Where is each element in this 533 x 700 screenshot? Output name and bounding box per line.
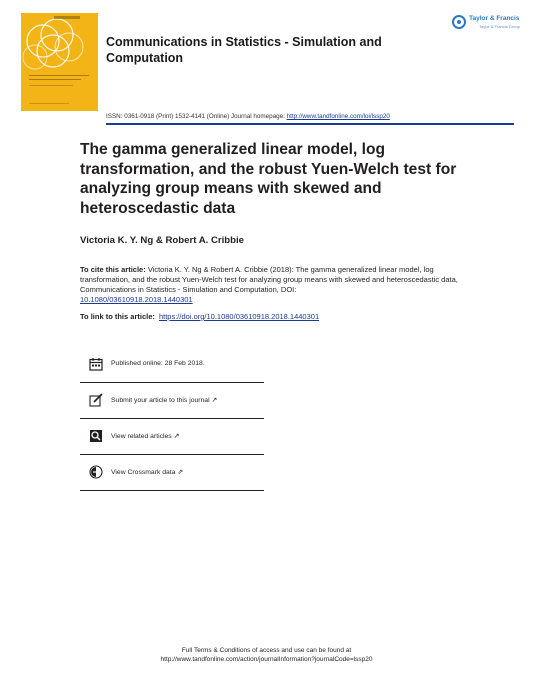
pencil-icon [89, 393, 103, 407]
panel-divider [80, 382, 264, 383]
external-link-icon: ↗ [211, 397, 218, 404]
citation-block [80, 265, 475, 305]
cover-text-line [29, 75, 89, 76]
cover-text-line [29, 79, 81, 80]
journal-cover-image [21, 13, 98, 111]
cover-publisher-mark [54, 16, 80, 19]
publisher-logo-tagline: Taylor & Francis Group [479, 24, 520, 29]
related-articles-link[interactable] [111, 432, 179, 440]
cover-text-line [29, 85, 73, 86]
crossmark-row[interactable] [80, 456, 264, 492]
article-title: The gamma generalized linear model, log transformation, and the robust Yuen-Welch test for analyzing group means with skewed and heteroscedastic data [80, 141, 457, 217]
search-doc-icon [89, 429, 103, 443]
related-articles-label: View related articles [111, 433, 172, 440]
header-divider [106, 123, 514, 125]
external-link-icon: ⇗ [177, 469, 184, 476]
published-online-text: Published online: 28 Feb 2018. [111, 360, 205, 367]
publisher-logo-icon [452, 15, 466, 29]
journal-homepage-link[interactable]: http://www.tandfonline.com/loi/lssp20 [286, 113, 390, 120]
submit-article-row[interactable] [80, 384, 264, 420]
footer-terms-link[interactable]: http://www.tandfonline.com/action/journalInformation?journalCode=lssp20 [160, 656, 373, 663]
publisher-logo[interactable] [452, 13, 520, 33]
crossmark-icon [89, 465, 103, 479]
footer-terms-text: Full Terms & Conditions of access and use can be found at [181, 647, 352, 654]
crossmark-link[interactable] [111, 468, 183, 476]
panel-divider [80, 454, 264, 455]
publisher-logo-name: Taylor & Francis [469, 15, 520, 22]
issn-text: ISSN: 0361-0918 (Print) 1532-4141 (Online) Journal homepage: [106, 113, 285, 120]
panel-divider [80, 490, 264, 491]
submit-article-label: Submit your article to this journal [111, 397, 210, 404]
external-link-icon: ↗ [173, 433, 180, 440]
submit-article-link[interactable] [111, 396, 217, 404]
article-link-line [80, 312, 319, 321]
panel-divider [80, 418, 264, 419]
published-online-row [80, 348, 264, 384]
citation-text: Victoria K. Y. Ng & Robert A. Cribbie (2018): The gamma generalized linear model, log transformation, and the robust Yuen-Welch test for analyzing group means with skewed and heteroscedastic data, Communications in Statistics - Simulation and Computation, DOI: [80, 265, 458, 294]
cover-rings-graphic [21, 13, 98, 111]
citation-doi-link[interactable]: 10.1080/03610918.2018.1440301 [80, 295, 193, 304]
journal-title: Communications in Statistics - Simulation and Computation [106, 35, 382, 65]
citation-label: To cite this article: [80, 265, 146, 274]
article-authors: Victoria K. Y. Ng & Robert A. Cribbie [80, 235, 245, 246]
crossmark-label: View Crossmark data [111, 469, 176, 476]
article-link-url[interactable]: https://doi.org/10.1080/03610918.2018.1440301 [158, 312, 320, 321]
cover-text-line [29, 103, 69, 104]
article-link-label: To link to this article: [80, 312, 155, 321]
related-articles-row[interactable] [80, 420, 264, 456]
issn-line [106, 113, 390, 120]
calendar-icon [89, 357, 103, 371]
